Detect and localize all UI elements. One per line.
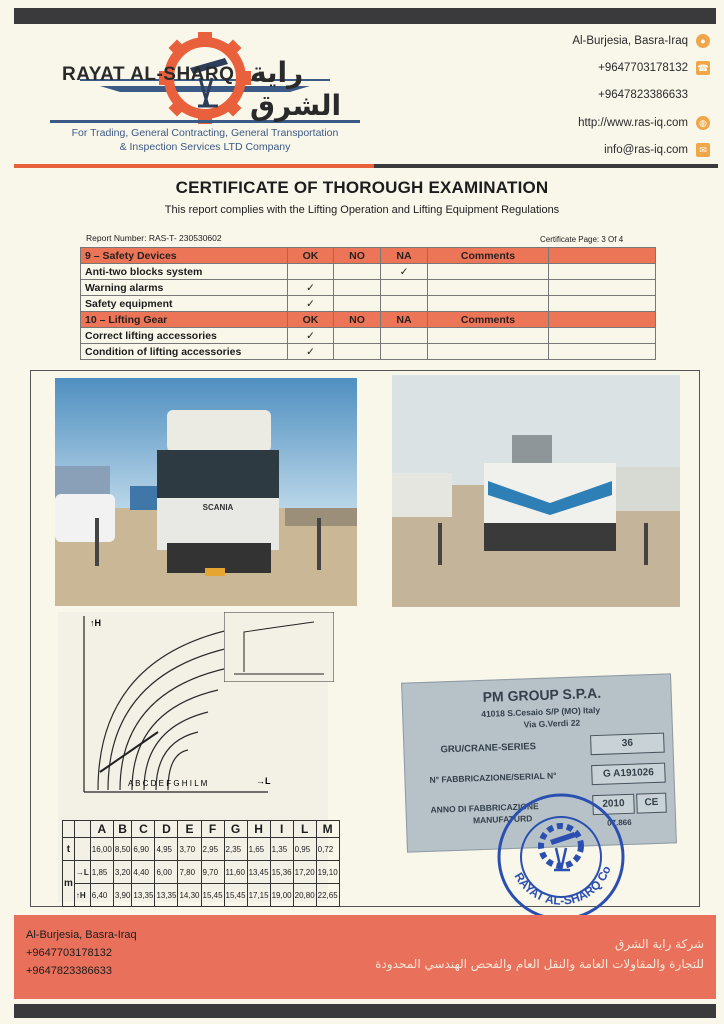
stamp-seal-icon xyxy=(494,790,628,924)
load-cell: 6,00 xyxy=(155,861,178,884)
ok-cell: ✓ xyxy=(288,344,334,360)
website-link[interactable]: http://www.ras-iq.com xyxy=(578,117,688,129)
col-letter: I xyxy=(270,821,293,838)
load-cell: 3,90 xyxy=(113,884,132,907)
table-row xyxy=(81,296,656,312)
load-cell: 3,20 xyxy=(113,861,132,884)
report-number: Report Number: RAS-T- 230530602 xyxy=(86,233,222,243)
footer-phone-1: +9647703178132 xyxy=(26,947,112,959)
ok-cell: ✓ xyxy=(288,280,334,296)
load-chart-letters: A B C D E F G H I L M xyxy=(128,779,208,788)
load-cell: 17,15 xyxy=(247,884,270,907)
no-cell xyxy=(334,296,381,312)
load-table xyxy=(62,820,340,907)
truck-rear-photo xyxy=(392,375,680,607)
ok-cell: ✓ xyxy=(288,296,334,312)
na-cell xyxy=(381,296,428,312)
phone-icon: ☎ xyxy=(697,62,709,73)
col-letter: L xyxy=(293,821,316,838)
col-letter: H xyxy=(247,821,270,838)
col-no: NO xyxy=(334,312,381,328)
plate-serial-label: N° FABBRICAZIONE/SERIAL N° xyxy=(429,770,557,785)
row-label-l: →L xyxy=(74,861,90,884)
section-title: 9 – Safety Devices xyxy=(81,248,288,264)
item-label: Safety equipment xyxy=(81,296,288,312)
load-cell: 13,35 xyxy=(155,884,178,907)
load-cell: 9,70 xyxy=(201,861,224,884)
section-header-row xyxy=(81,312,656,328)
comments-cell xyxy=(428,328,549,344)
plate-serial-value: G A191026 xyxy=(591,763,666,786)
plate-series-value: 36 xyxy=(590,733,665,756)
col-letter: M xyxy=(316,821,339,838)
truck-brand-label: SCANIA xyxy=(202,503,234,512)
load-cell: 14,30 xyxy=(178,884,201,907)
truck-rear-image xyxy=(392,375,680,607)
plate-year-label: ANNO DI FABBRICAZIONE xyxy=(430,801,539,815)
na-cell xyxy=(381,328,428,344)
tagline-line-1: For Trading, General Contracting, General Transportation xyxy=(71,127,339,139)
load-cell: 1,65 xyxy=(247,838,270,861)
location-pin-icon: ● xyxy=(696,34,710,48)
company-tagline xyxy=(40,126,370,154)
axis-l-label: →L xyxy=(256,776,271,786)
globe-icon: ◍ xyxy=(696,116,710,130)
load-cell: 1,35 xyxy=(270,838,293,861)
load-cell: 22,65 xyxy=(316,884,339,907)
col-comments: Comments xyxy=(428,248,549,264)
brand-name-en: RAYAT AL-SHARQ xyxy=(62,64,235,85)
item-label: Anti-two blocks system xyxy=(81,264,288,280)
col-letter: F xyxy=(201,821,224,838)
load-cell: 15,45 xyxy=(224,884,247,907)
header-divider-accent xyxy=(14,164,374,168)
footer-address: Al-Burjesia, Basra-Iraq xyxy=(26,929,137,941)
comments-cell xyxy=(428,296,549,312)
plate-year-label-2: MANUFATURD xyxy=(472,813,533,826)
company-stamp xyxy=(494,790,628,924)
phone-1-text: +9647703178132 xyxy=(598,62,688,74)
document-title: CERTIFICATE OF THOROUGH EXAMINATION xyxy=(175,178,549,197)
contact-email[interactable] xyxy=(410,141,710,159)
item-label: Condition of lifting accessories xyxy=(81,344,288,360)
contact-website[interactable] xyxy=(410,114,710,132)
load-cell: 6,90 xyxy=(132,838,155,861)
footer-company-ar: شركة راية الشرق xyxy=(615,937,704,951)
envelope-icon: ✉ xyxy=(696,143,710,157)
no-cell xyxy=(334,264,381,280)
row-label-h: ↑H xyxy=(74,884,90,907)
comments-cell xyxy=(428,344,549,360)
col-ok: OK xyxy=(288,312,334,328)
na-cell: ✓ xyxy=(381,264,428,280)
col-letter: B xyxy=(113,821,132,838)
contact-address xyxy=(410,32,710,50)
col-letter: E xyxy=(178,821,201,838)
table-row xyxy=(81,264,656,280)
brand-name-ar: راية الشرق xyxy=(250,56,342,122)
load-cell: 20,80 xyxy=(293,884,316,907)
section-header-row xyxy=(81,248,656,264)
na-cell xyxy=(381,344,428,360)
row-label-m: m xyxy=(63,861,75,907)
comments-cell xyxy=(428,264,549,280)
ok-cell xyxy=(288,264,334,280)
plate-address-1: 41018 S.Cesaio S/P (MO) Italy xyxy=(481,704,601,719)
comments-cell xyxy=(428,280,549,296)
footer-phone-2: +9647823386633 xyxy=(26,965,112,977)
load-chart-inset xyxy=(224,612,334,682)
col-na: NA xyxy=(381,312,428,328)
footer xyxy=(14,915,716,999)
load-cell: 2,35 xyxy=(224,838,247,861)
row-label-t: t xyxy=(63,838,75,861)
examination-table xyxy=(80,247,656,360)
load-cell: 0,95 xyxy=(293,838,316,861)
load-cell: 13,45 xyxy=(247,861,270,884)
load-cell: 4,40 xyxy=(132,861,155,884)
load-cell: 19,10 xyxy=(316,861,339,884)
contact-phone-2 xyxy=(410,86,710,104)
top-bar xyxy=(14,8,716,24)
item-label: Correct lifting accessories xyxy=(81,328,288,344)
load-cell: 0,72 xyxy=(316,838,339,861)
svg-text:RAYAT AL-SHARQ Co. xyxy=(494,790,614,908)
header-divider-dark xyxy=(374,164,718,168)
contact-phone-1 xyxy=(410,59,710,77)
load-cell: 19,00 xyxy=(270,884,293,907)
plate-address-2: Via G.Verdi 22 xyxy=(523,717,581,730)
col-letter: C xyxy=(132,821,155,838)
certificate-page: Certificate Page: 3 Of 4 xyxy=(540,235,624,244)
col-no: NO xyxy=(334,248,381,264)
no-cell xyxy=(334,344,381,360)
section-title: 10 – Lifting Gear xyxy=(81,312,288,328)
no-cell xyxy=(334,280,381,296)
load-cell: 13,35 xyxy=(132,884,155,907)
col-na: NA xyxy=(381,248,428,264)
load-cell: 3,70 xyxy=(178,838,201,861)
tagline-line-2: & Inspection Services LTD Company xyxy=(119,141,291,153)
load-cell: 17,20 xyxy=(293,861,316,884)
address-text: Al-Burjesia, Basra-Iraq xyxy=(572,35,688,47)
load-cell: 1,85 xyxy=(90,861,113,884)
load-cell: 11,60 xyxy=(224,861,247,884)
document-subtitle: This report complies with the Lifting Operation and Lifting Equipment Regulations xyxy=(164,204,560,216)
footer-services-ar: للتجارة والمقاولات العامة والنقل العام والفحص الهندسي المحدودة xyxy=(375,957,704,971)
load-chart-scan xyxy=(58,612,338,902)
plate-ce-mark: CE xyxy=(636,793,667,814)
load-cell: 8,50 xyxy=(113,838,132,861)
stamp-text: RAYAT AL-SHARQ Co xyxy=(511,863,614,908)
ok-cell: ✓ xyxy=(288,328,334,344)
axis-h-label: ↑H xyxy=(90,618,101,628)
na-cell xyxy=(381,280,428,296)
col-letter: G xyxy=(224,821,247,838)
load-cell: 7,80 xyxy=(178,861,201,884)
truck-front-image xyxy=(55,378,357,606)
table-row xyxy=(81,344,656,360)
load-cell: 16,00 xyxy=(90,838,113,861)
plate-code: 07.866 xyxy=(606,817,632,828)
no-cell xyxy=(334,328,381,344)
load-cell: 15,45 xyxy=(201,884,224,907)
table-row xyxy=(81,328,656,344)
col-letter: D xyxy=(155,821,178,838)
load-cell: 2,95 xyxy=(201,838,224,861)
load-cell: 6,40 xyxy=(90,884,113,907)
bottom-bar xyxy=(14,1004,716,1018)
email-link[interactable]: info@ras-iq.com xyxy=(604,144,688,156)
plate-maker: PM GROUP S.P.A. xyxy=(482,684,602,705)
table-row xyxy=(81,280,656,296)
load-cell: 15,36 xyxy=(270,861,293,884)
col-letter: A xyxy=(90,821,113,838)
item-label: Warning alarms xyxy=(81,280,288,296)
truck-front-photo xyxy=(55,378,357,606)
col-comments: Comments xyxy=(428,312,549,328)
phone-2-text: +9647823386633 xyxy=(598,89,688,101)
col-ok: OK xyxy=(288,248,334,264)
plate-year-value: 2010 xyxy=(592,794,635,815)
plate-series-label: GRU/CRANE-SERIES xyxy=(440,741,537,756)
load-cell: 4,95 xyxy=(155,838,178,861)
